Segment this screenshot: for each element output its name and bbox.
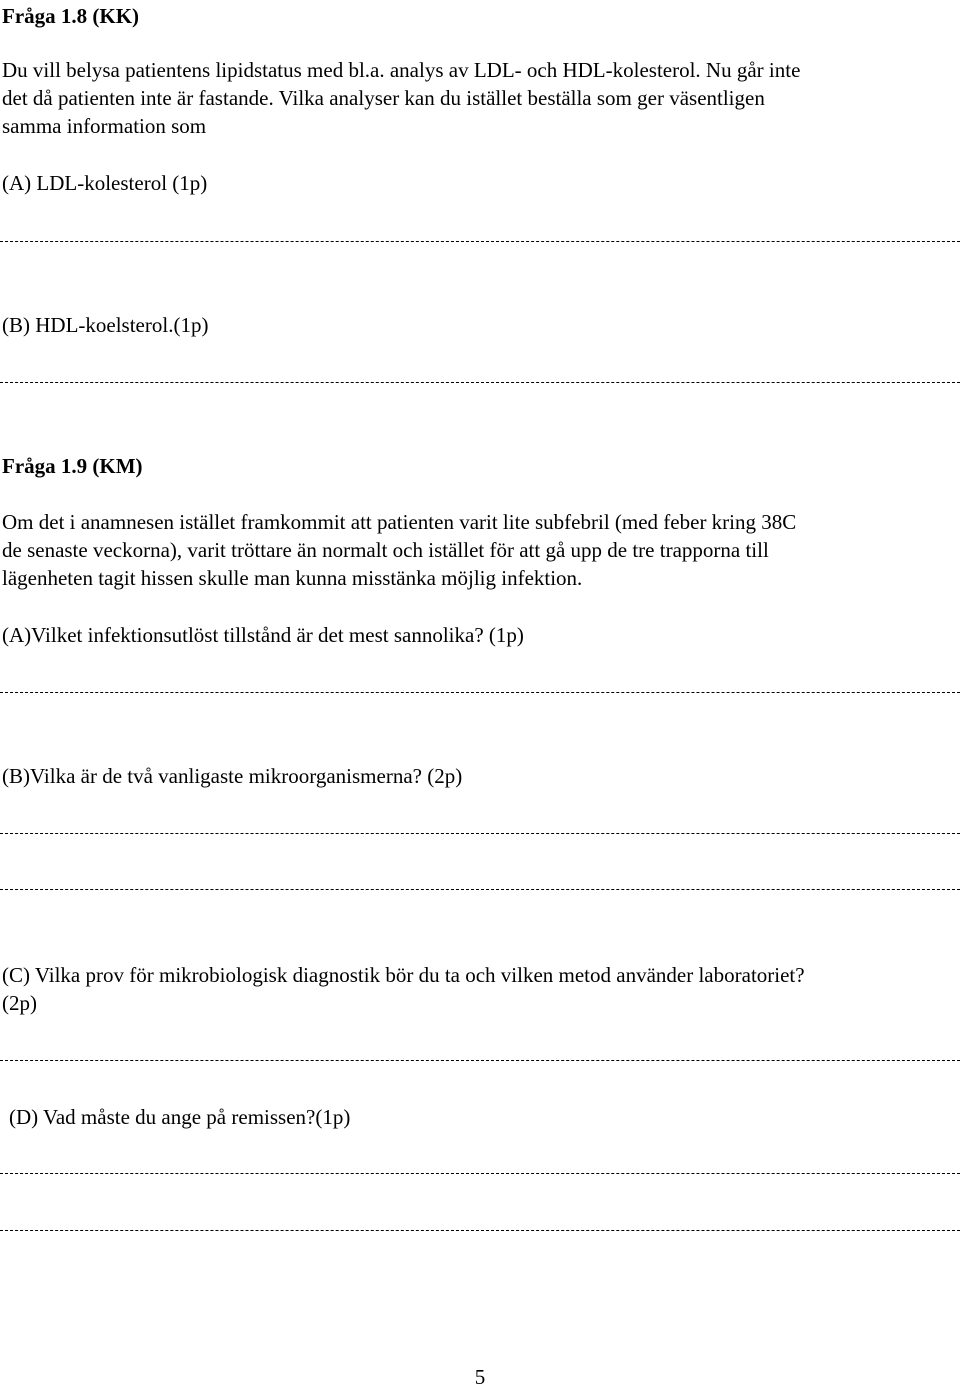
answer-line-1-9-d-2 xyxy=(0,1230,960,1231)
question-1-8-heading: Fråga 1.8 (KK) xyxy=(2,4,140,28)
question-1-8-intro-line-3: samma information som xyxy=(2,114,207,138)
question-1-9-heading: Fråga 1.9 (KM) xyxy=(2,454,143,478)
question-1-8-intro-line-2: det då patienten inte är fastande. Vilka analyser kan du istället beställa som ger väsentligen xyxy=(2,86,765,110)
question-1-9-part-c-line-1: (C) Vilka prov för mikrobiologisk diagnostik bör du ta och vilken metod använder laboratoriet? xyxy=(2,963,805,987)
question-1-9-part-a: (A)Vilket infektionsutlöst tillstånd är det mest sannolika? (1p) xyxy=(2,623,524,647)
answer-line-1-9-a xyxy=(0,692,960,693)
answer-line-1-9-b-2 xyxy=(0,889,960,890)
question-1-9-part-d: (D) Vad måste du ange på remissen?(1p) xyxy=(9,1105,351,1129)
question-1-9-intro-line-3: lägenheten tagit hissen skulle man kunna misstänka möjlig infektion. xyxy=(2,566,583,590)
answer-line-1-9-c xyxy=(0,1060,960,1061)
answer-line-1-9-b-1 xyxy=(0,833,960,834)
answer-line-1-9-d-1 xyxy=(0,1173,960,1174)
page-number: 5 xyxy=(474,1365,486,1389)
question-1-8-part-b: (B) HDL-koelsterol.(1p) xyxy=(2,313,209,337)
question-1-8-intro-line-1: Du vill belysa patientens lipidstatus med bl.a. analys av LDL- och HDL-kolesterol. Nu går inte xyxy=(2,58,801,82)
question-1-9-part-c-line-2: (2p) xyxy=(2,991,37,1015)
question-1-9-part-b: (B)Vilka är de två vanligaste mikroorganismerna? (2p) xyxy=(2,764,463,788)
answer-line-1-8-b xyxy=(0,382,960,383)
question-1-9-intro-line-2: de senaste veckorna), varit tröttare än normalt och istället för att gå upp de tre trapporna till xyxy=(2,538,769,562)
question-1-9-intro-line-1: Om det i anamnesen istället framkommit att patienten varit lite subfebril (med feber kring 38C xyxy=(2,510,797,534)
question-1-8-part-a: (A) LDL-kolesterol (1p) xyxy=(2,171,208,195)
answer-line-1-8-a xyxy=(0,241,960,242)
